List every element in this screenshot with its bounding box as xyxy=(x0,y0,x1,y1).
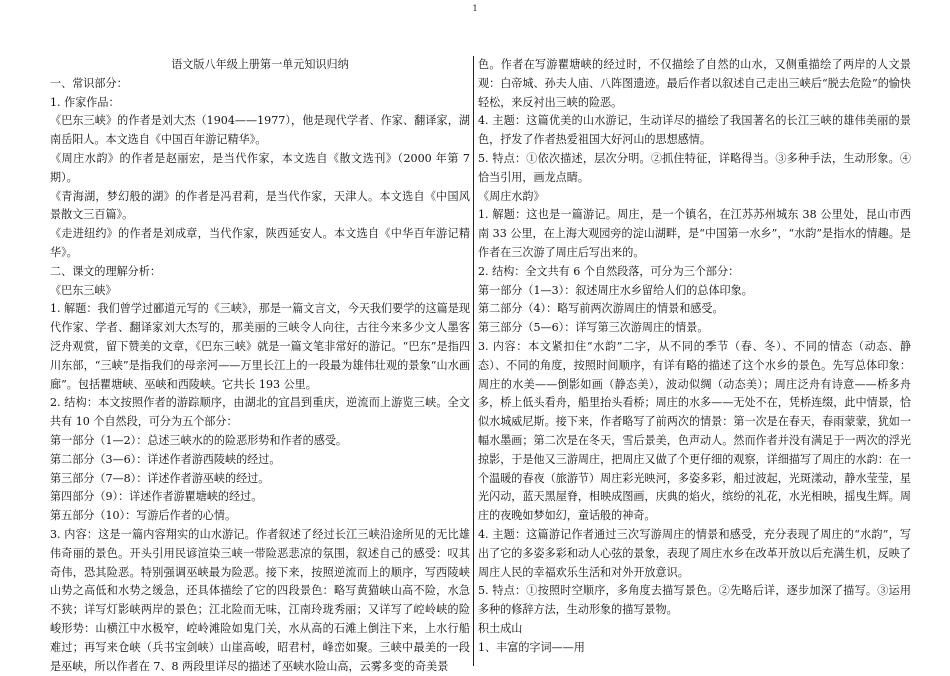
structure-part-4: 第四部分（9）：详述作者游瞿塘峡的经过。 xyxy=(50,490,263,504)
structure-part-5: 第五部分（10）：写游后作者的心情。 xyxy=(50,509,237,523)
column-divider xyxy=(473,56,474,666)
document-title: 语文版八年级上册第一单元知识归纳 xyxy=(171,58,349,71)
subheading-authors-works: 1. 作家作品： xyxy=(50,95,120,109)
section-heading-common-knowledge: 一、常识部分： xyxy=(50,76,128,90)
zhouzhuang-part-1: 第一部分（1—3）：叙述周庄水乡留给人们的总体印象。 xyxy=(478,283,753,297)
right-column xyxy=(478,56,911,658)
page-number: 1 xyxy=(472,4,478,13)
paragraph-zhouzhuang-explanation: 1. 解题：这也是一篇游记。周庄，是一个镇名，在江苏苏州城东 38 公里处，昆山市西南 33 公里，在上海大观园旁的淀山湖畔，是“中国第一水乡”，“水韵”是指水的情趣。是作者在三次游了周庄后写出来的。 xyxy=(478,208,911,259)
paragraph-badong-features: 5. 特点：①依次描述，层次分明。②抓住特征，详略得当。③多种手法，生动形象。④恰当引用，画龙点睛。 xyxy=(478,151,911,184)
structure-part-1: 第一部分（1—2）：总述三峡水的的险恶形势和作者的感受。 xyxy=(50,433,348,447)
zhouzhuang-part-3: 第三部分（5—6）：详写第三次游周庄的情景。 xyxy=(478,321,709,335)
paragraph-zhouzhuang-content: 3. 内容：本文紧扣住“水韵”二字，从不同的季节（春、冬）、不同的情态（动态、静态）、不同的角度，按照时间顺序，有详有略的描述了这个水乡的景色。先写总体印象：周庄的水美——倒影如画（静态美），波动似绸（动态美）；周庄泛舟有诗意——桥多舟多，桥上低头看舟，船里抬头看桥；周庄的水多——无处不在，凭桥连缀，此中情景，恰似水城威尼斯。接下来，作者略写了前两次的情景：第一次是在春天，春雨蒙蒙，犹如一幅水墨画；第二次是在冬天，雪后景美，色声动人。然而作者并没有满足于一两次的浮光掠影，于是他又三游周庄，把周庄又做了个更仔细的观察，详细描写了周庄的水韵：在一个温暖的春夜（旅游节）周庄彩光映河，多姿多彩，船过波起，光斑漾动，静水莹莹，星光闪动，蓝天黑屋脊，相映成图画，庆典的焰火，缤纷的礼花，水光相映，摇曳生辉。周庄的夜晚如梦如幻，童话般的神奇。 xyxy=(478,339,911,523)
paragraph-badong-content-continued: 色。作者在写游瞿塘峡的经过时，不仅描绘了自然的山水，又侧重描绘了两岸的人文景观：白帝城、孙夫人庙、八阵图遗迹。最后作者以叙述自己走出三峡后“脱去危险”的愉快轻松，来反衬出三峡的险恶。 xyxy=(478,58,911,109)
lesson-title-badong: 《巴东三峡》 xyxy=(50,283,117,297)
section-heading-text-analysis: 二、课文的理解分析： xyxy=(50,264,161,278)
paragraph-badong-content: 3. 内容：这是一篇内容翔实的山水游记。作者叙述了经过长江三峡沿途所见的无比雄伟奇丽的景色。开头引用民谚渲染三峡一带险恶悲凉的氛围，叙述自己的感受：叹其奇伟，恐其险恶。特别强调巫峡最为险恶。接下来，按照逆流而上的顺序，写西陵峡山势之高低和水势之缓急，还具体描绘了它的四段景色：略写黄猫峡山高不险，水急不狭；详写灯影峡两岸的景色；江北险而无味，江南玲珑秀丽；又详写了崆岭峡的险峻形势：山横江中水极窄，崆岭滩险如鬼门关，水从高的石滩上倒注下来，上水行船难过；再写来仓峡（兵书宝剑峡）山崖高峻，昭君村，峰峦如聚。三峡中最美的一段是巫峡，所以作者在 7、8 两段里详尽的描述了巫峡水险山高，云雾多变的奇美景 xyxy=(50,527,470,673)
paragraph-badong-author: 《巴东三峡》的作者是刘大杰（1904——1977），他是现代学者、作家、翻译家，湖南岳阳人。本文选自《中国百年游记精华》。 xyxy=(50,114,470,147)
paragraph-qinghai-author: 《青海湖，梦幻般的湖》的作者是冯君莉，是当代作家，天津人。本文选自《中国风景散文三百篇》。 xyxy=(50,189,470,222)
lesson-title-zhouzhuang: 《周庄水韵》 xyxy=(478,189,545,203)
section-heading-accumulation: 积土成山 xyxy=(478,621,523,635)
left-column xyxy=(50,56,470,676)
paragraph-zhouzhuang-author: 《周庄水韵》的作者是赵丽宏，是当代作家，本文选自《散文选刊》（2000 年第 7 期）。 xyxy=(50,151,470,184)
paragraph-zhouzhuang-theme: 4. 主题：这篇游记作者通过三次写游周庄的情景和感受，充分表现了周庄的“水韵”，写出了它的多姿多彩和动人心弦的景象，表现了周庄水乡在改革开放以后充满生机，反映了周庄人民的幸福欢乐生活和对外开放意识。 xyxy=(478,527,911,579)
structure-part-3: 第三部分（7—8）：详述作者游巫峡的经过。 xyxy=(50,471,270,485)
subheading-vocabulary: 1、丰富的字词——用 xyxy=(478,640,585,654)
paragraph-badong-theme: 4. 主题：这篇优美的山水游记，生动详尽的描绘了我国著名的长江三峡的雄伟美丽的景色，抒发了作者热爱祖国大好河山的思想感情。 xyxy=(478,114,911,147)
zhouzhuang-part-2: 第二部分（4）：略写前两次游周庄的情景和感受。 xyxy=(478,302,724,316)
paragraph-zhouzhuang-structure: 2. 结构：全文共有 6 个自然段落，可分为三个部分： xyxy=(478,264,740,278)
paragraph-newyork-author: 《走进纽约》的作者是刘成章，当代作家，陕西延安人。本文选自《中华百年游记精华》。 xyxy=(50,227,470,259)
paragraph-zhouzhuang-features: 5. 特点：①按照时空顺序，多角度去描写景色。②先略后详，逐步加深了描写。③运用多种的修辞方法，生动形象的描写景物。 xyxy=(478,584,911,617)
structure-part-2: 第二部分（3—6）：详述作者游西陵峡的经过。 xyxy=(50,452,281,466)
paragraph-badong-explanation: 1. 解题：我们曾学过郦道元写的《三峡》，那是一篇文言文，今天我们要学的这篇是现代作家、学者、翻译家刘大杰写的，那美丽的三峡令人向往，古往今来多少文人墨客泛舟观赏，留下赞美的文章，《巴东三峡》就是一篇文笔非常好的游记。“巴东”是指四川东部，“三峡”是指我们的母亲河——万里长江上的一段最为雄伟壮观的景象“山水画廊”。包括瞿塘峡、巫峡和西陵峡。它共长 193 公里。 xyxy=(50,302,470,391)
paragraph-badong-structure: 2. 结构：本文按照作者的游踪顺序，由湖北的宜昌到重庆，逆流而上游览三峡。全文共有 10 个自然段，可分为五个部分： xyxy=(50,396,470,429)
